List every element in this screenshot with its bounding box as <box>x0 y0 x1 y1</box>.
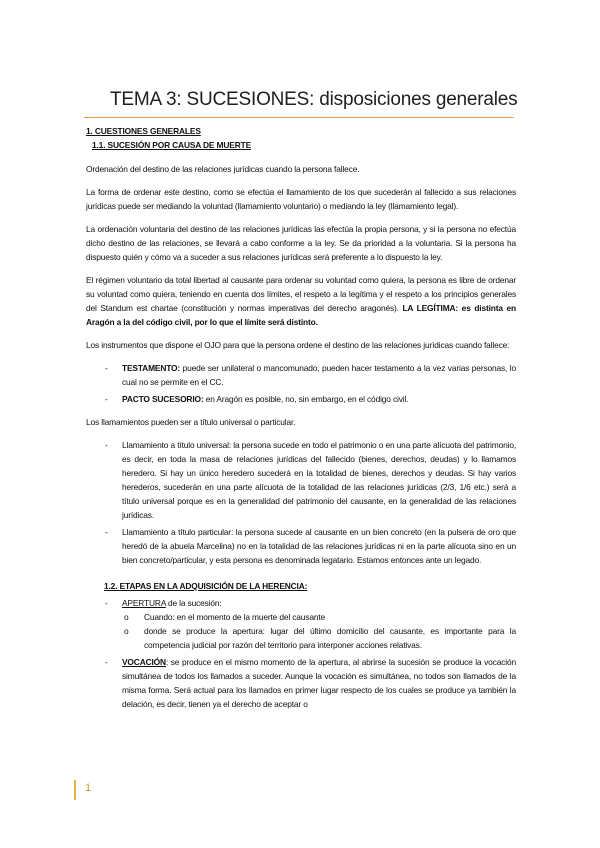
apertura-sublist <box>122 610 516 652</box>
paragraph-1: Ordenación del destino de las relaciones jurídicas cuando la persona fallece. <box>86 164 360 174</box>
page-number: 1 <box>85 782 92 794</box>
pacto-label: PACTO SUCESORIO: <box>122 394 204 404</box>
list-item-testamento <box>86 361 516 389</box>
list-item-titulo-universal: - Llamamiento a título universal: la persona sucede en todo el patrimonio o en una parte alícuota del patrimonio, es decir, en toda la masa de relaciones jurídicas del fallecido (bienes, derechos, deudas) y lo llamamos heredero. Si hay un único heredero sucederá en la totalidad de bienes, derechos y deudas. Si hay varios herederos, sucederán en una parte alícuota de la totalidad de las relaciones jurídicas (2/3, 1/6 etc.) será a título universal porque es en la generalidad del patrimonio del causante, en la generalidad de las relaciones jurídicas. <box>86 438 516 522</box>
instruments-list <box>86 361 516 406</box>
page-number-bar <box>74 780 76 800</box>
etapas-list <box>86 596 516 711</box>
apertura-text: de la sucesión: <box>165 598 222 608</box>
paragraph-2: La forma de ordenar este destino, como se efectúa el llamamiento de los que sucederán al fallecido a sus relaciones jurídicas puede ser mediando la voluntad (llamamiento voluntario) o mediando la ley (llamamiento legal). <box>86 187 516 211</box>
section-heading-cuestiones-generales: 1. CUESTIONES GENERALES <box>86 126 201 136</box>
document-title: TEMA 3: SUCESIONES: disposiciones generales <box>110 89 518 110</box>
testamento-label: TESTAMENTO: <box>122 363 181 373</box>
callings-list <box>86 438 516 567</box>
list-item-vocacion <box>86 655 516 711</box>
subsection-heading-sucesion: 1.1. SUCESIÓN POR CAUSA DE MUERTE <box>92 140 252 150</box>
paragraph-5: Los instrumentos que dispone el OJO para que la persona ordene el destino de las relaciones jurídicas cuando fallece: <box>86 340 510 350</box>
legitima-note: LA LEGÍTIMA: es distinta en Aragón a la del código civil, por lo que el límite será distinto. <box>86 303 516 327</box>
apertura-item-cuando: o Cuando: en el momento de la muerte del causante <box>122 610 516 624</box>
list-item-titulo-particular: - Llamamiento a título particular: la persona sucede al causante en un bien concreto (en la pulsera de oro que heredó de la abuela Marcelina) no en la totalidad de las relaciones jurídicas ni en la parte alícuota sino en un bien concreto/particular, y esta persona es denominada legatario. Estamos entonces ante un legado. <box>86 525 516 567</box>
subsection-heading-etapas: 1.2. ETAPAS EN LA ADQUISICIÓN DE LA HERENCIA: <box>104 581 308 591</box>
document-body <box>86 123 516 720</box>
testamento-text: puede ser unilateral o mancomunado, pueden hacer testamento a la vez varias personas, lo cual no se permite en el CC. <box>122 363 516 387</box>
vocacion-label: VOCACIÓN <box>122 657 166 667</box>
paragraph-4-text: El régimen voluntario da total libertad al causante para ordenar su voluntad como quiera, la persona es libre de ordenar su voluntad como quiera, teniendo en cuenta dos límites, el respeto a la legítima y el respeto a los principios generales del Standum est chartae (constitución y normas imperativas del derecho aragonés). <box>86 275 516 313</box>
list-item-apertura <box>86 596 516 652</box>
list-item-pacto-sucesorio <box>86 392 516 406</box>
pacto-text: en Aragón es posible, no, sin embargo, en el código civil. <box>203 394 409 404</box>
vocacion-text: : se produce en el mismo momento de la apertura, al abrirse la sucesión se produce la vocación simultánea de todos los llamados a suceder. Aunque la vocación es simultánea, no todos son llamados de la misma forma. Será actual para los llamados en primer lugar respecto de los cuales se produce ya también la delación, es decir, tienen ya el derecho de aceptar o <box>122 657 516 709</box>
paragraph-4 <box>86 273 516 329</box>
title-underline <box>84 117 514 118</box>
apertura-label: APERTURA <box>122 598 166 608</box>
apertura-item-donde: o donde se produce la apertura: lugar del último domicilio del causante, es importante para la competencia judicial por razón del territorio para interponer acciones relativas. <box>122 624 516 652</box>
paragraph-6: Los llamamientos pueden ser a título universal o particular. <box>86 417 296 427</box>
paragraph-3: La ordenación voluntaria del destino de las relaciones jurídicas las efectúa la propia persona, y si la persona no efectúa dicho destino de las relaciones, se llevará a cabo conforme a la ley. Se da prioridad a la voluntaria. Si la persona ha dispuesto quién y cómo va a suceder a sus relaciones jurídicas será preferente a lo dispuesto la ley. <box>86 224 516 262</box>
